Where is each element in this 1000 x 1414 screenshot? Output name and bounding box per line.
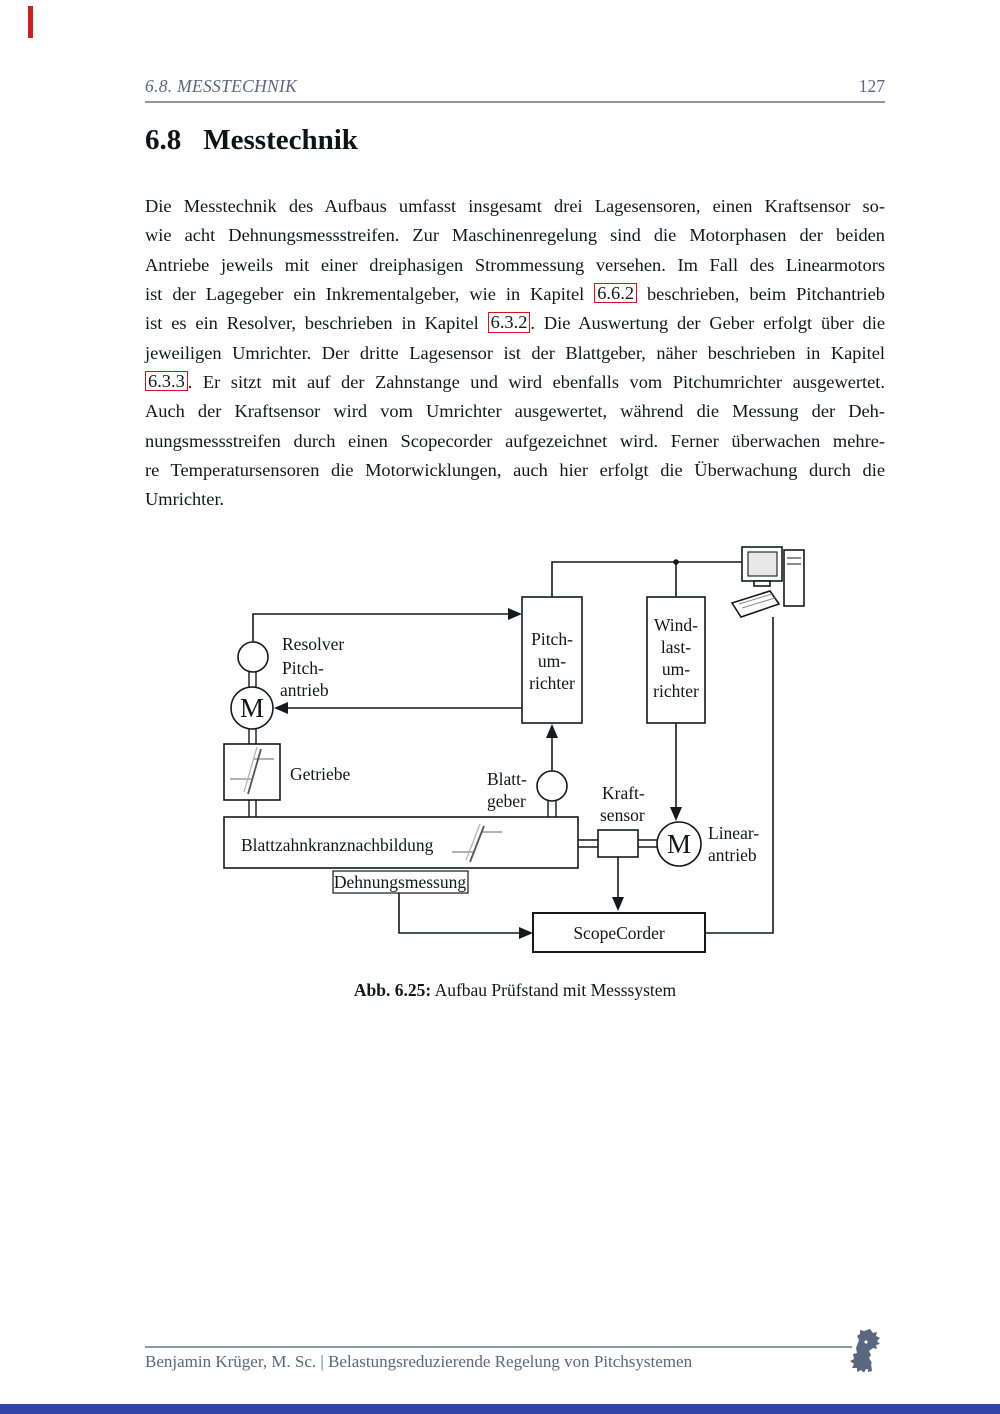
arrow-blattgeber-up: [546, 724, 558, 738]
body-paragraph: [145, 192, 885, 515]
section-number: 6.8: [145, 124, 182, 156]
paragraph-line: Auch der Kraftsensor wird vom Umrichter ausgewertet, während die Messung der Deh-: [145, 401, 885, 422]
blattgeber-circle: [537, 771, 567, 801]
arrow-wind-down: [670, 807, 682, 821]
label-kraftsensor-2: sensor: [600, 805, 645, 825]
label-pitchantrieb-1: Pitch-: [282, 658, 324, 678]
running-header-title: 6.8. MESSTECHNIK: [145, 76, 298, 96]
arrow-kraft-down: [612, 897, 624, 911]
paragraph-line: Antriebe jeweils mit einer dreiphasigen Strommessung versehen. Im Fall des Linearmotors: [145, 254, 885, 275]
signal-line-computer-scope: [705, 617, 773, 933]
label-windlastumrichter-4: richter: [653, 681, 699, 701]
signal-line-dehnung-scope: [399, 893, 521, 933]
paragraph-line: 6.3.3 . Er sitzt mit auf der Zahnstange und wird ebenfalls vom Pitchumrichter ausgewertet.: [145, 368, 885, 397]
label-linearantrieb-2: antrieb: [708, 845, 757, 865]
paragraph-line: ist es ein Resolver, beschrieben in Kapitel 6.3.2 . Die Auswertung der Geber erfolgt über die: [145, 312, 886, 334]
figure-caption: [145, 980, 885, 1001]
label-blattgeber-1: Blatt-: [487, 769, 527, 789]
signal-line-top-bus: [552, 562, 756, 597]
paragraph-line: ist der Lagegeber ein Inkrementalgeber, wie in Kapitel 6.6.2 beschrieben, beim Pitchantrieb: [145, 283, 885, 305]
chapter-ref-6-6-2[interactable]: 6.6.2: [594, 283, 637, 303]
paragraph-line: nungsmessstreifen durch einen Scopecorder aufgezeichnet wird. Ferner überwachen mehre-: [145, 430, 885, 451]
label-scopecorder: ScopeCorder: [573, 923, 665, 943]
page-number: 127: [858, 76, 885, 96]
paragraph-line: Umrichter.: [145, 489, 225, 510]
lion-crest-icon: [848, 1328, 886, 1372]
paragraph-line: jeweiligen Umrichter. Der dritte Lagesensor ist der Blattgeber, näher beschrieben in Kapitel: [145, 342, 885, 363]
label-blattgeber-2: geber: [487, 791, 526, 811]
figure-caption-text: Aufbau Prüfstand mit Messsystem: [431, 980, 677, 1000]
label-windlastumrichter-1: Wind-: [653, 615, 699, 635]
chapter-ref-6-3-2[interactable]: 6.3.2: [488, 312, 531, 332]
paragraph-line: re Temperatursensoren die Motorwicklungen, auch hier erfolgt die Überwachung durch die: [145, 460, 885, 481]
label-kraftsensor-1: Kraft-: [602, 783, 645, 803]
resolver-circle: [238, 642, 268, 672]
junction-dot: [673, 559, 679, 565]
paragraph-line: wie acht Dehnungsmessstreifen. Zur Maschinenregelung sind die Motorphasen der beiden: [145, 225, 885, 246]
label-pitch-motor-m: M: [239, 693, 265, 723]
label-pitchantrieb-2: antrieb: [280, 680, 329, 700]
section-heading: [145, 124, 358, 157]
label-getriebe: Getriebe: [290, 764, 351, 784]
page-edge-red-tick: [28, 6, 33, 38]
label-blattzahnkranz: Blattzahnkranznachbildung: [241, 835, 434, 855]
header-rule: [145, 101, 885, 103]
label-windlastumrichter-2: last-: [660, 637, 692, 657]
running-header: [145, 76, 885, 97]
label-linearantrieb-1: Linear-: [708, 823, 760, 843]
label-pitchumrichter-3: richter: [529, 673, 575, 693]
page-edge-blue-bar: [0, 1404, 1000, 1414]
label-linear-motor-m: M: [666, 829, 692, 859]
arrow-into-scopecorder: [519, 927, 533, 939]
label-pitchumrichter-1: Pitch-: [531, 629, 573, 649]
footer-text: Benjamin Krüger, M. Sc. | Belastungsreduzierende Regelung von Pitchsystemen: [145, 1352, 693, 1371]
computer-icon: [732, 547, 804, 617]
paragraph-line: Die Messtechnik des Aufbaus umfasst insgesamt drei Lagesensoren, einen Kraftsensor so-: [145, 196, 885, 216]
label-resolver: Resolver: [282, 634, 345, 654]
figure-diagram: [185, 538, 825, 962]
footer-rule: [145, 1346, 852, 1348]
arrow-into-pitch-motor: [274, 702, 288, 714]
section-title: Messtechnik: [203, 124, 358, 156]
label-pitchumrichter-2: um-: [537, 651, 567, 671]
kraftsensor-box: [598, 830, 638, 857]
figure-caption-label: Abb. 6.25:: [353, 980, 432, 1000]
getriebe-box: [224, 744, 280, 800]
label-windlastumrichter-3: um-: [661, 659, 691, 679]
chapter-ref-6-3-3[interactable]: 6.3.3: [145, 371, 188, 391]
label-dehnungsmessung: Dehnungsmessung: [333, 872, 467, 892]
arrow-into-pitchumrichter: [508, 608, 522, 620]
